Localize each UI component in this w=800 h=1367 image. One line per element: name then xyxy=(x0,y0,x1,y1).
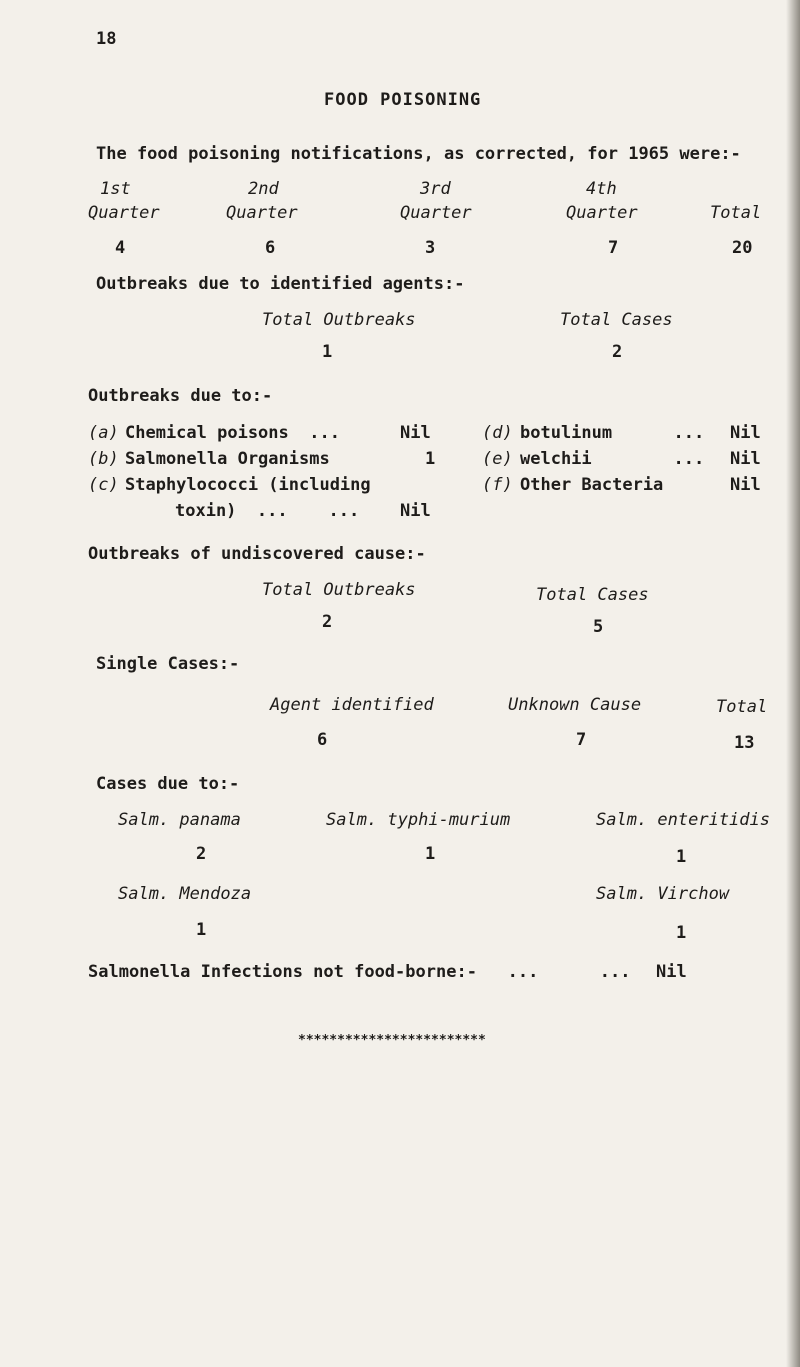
undiscovered-cases-value: 5 xyxy=(593,617,604,637)
single-agent-value: 6 xyxy=(317,730,328,750)
quarter-4-header-line2: Quarter xyxy=(566,203,638,223)
salm-enteritidis-label: Salm. enteritidis xyxy=(596,810,770,830)
cause-c-label: Staphylococci (including xyxy=(125,475,371,495)
salm-virchow-value: 1 xyxy=(676,923,687,943)
salm-typhi-murium-value: 1 xyxy=(425,844,436,864)
single-agent-label: Agent identified xyxy=(270,695,434,715)
cause-a-value: Nil xyxy=(400,423,431,443)
single-cases-heading: Single Cases:- xyxy=(96,654,240,674)
cause-f-value: Nil xyxy=(730,475,761,495)
identified-heading: Outbreaks due to identified agents:- xyxy=(96,274,465,294)
page-edge-shadow xyxy=(786,0,800,1367)
cause-a-label: Chemical poisons ... xyxy=(125,423,340,443)
cause-b-marker: (b) xyxy=(88,449,119,469)
single-unknown-value: 7 xyxy=(576,730,587,750)
page-title: FOOD POISONING xyxy=(324,90,482,110)
identified-cases-label: Total Cases xyxy=(560,310,673,330)
quarter-2-header-line2: Quarter xyxy=(226,203,298,223)
cause-f-marker: (f) xyxy=(482,475,513,495)
cause-c-label-continued: toxin) ... ... xyxy=(175,501,360,521)
salm-panama-value: 2 xyxy=(196,844,207,864)
quarter-2-header-line1: 2nd xyxy=(248,179,279,199)
undiscovered-heading: Outbreaks of undiscovered cause:- xyxy=(88,544,426,564)
identified-outbreaks-label: Total Outbreaks xyxy=(262,310,416,330)
cause-d-value: Nil xyxy=(730,423,761,443)
salm-virchow-label: Salm. Virchow xyxy=(596,884,730,904)
cause-f-label: Other Bacteria xyxy=(520,475,664,495)
quarter-3-header-line1: 3rd xyxy=(420,179,451,199)
page-number: 18 xyxy=(96,29,117,49)
cause-b-value: 1 xyxy=(425,449,436,469)
cause-d-label: botulinum ... xyxy=(520,423,705,443)
identified-outbreaks-value: 1 xyxy=(322,342,333,362)
footer-divider-stars: ************************ xyxy=(298,1033,486,1048)
cause-a-marker: (a) xyxy=(88,423,119,443)
undiscovered-outbreaks-label: Total Outbreaks xyxy=(262,580,416,600)
cause-e-value: Nil xyxy=(730,449,761,469)
cause-d-marker: (d) xyxy=(482,423,513,443)
cause-e-label: welchii ... xyxy=(520,449,705,469)
cases-due-heading: Cases due to:- xyxy=(96,774,240,794)
quarter-1-header-line1: 1st xyxy=(100,179,131,199)
undiscovered-outbreaks-value: 2 xyxy=(322,612,333,632)
cause-b-label: Salmonella Organisms xyxy=(125,449,330,469)
salm-panama-label: Salm. panama xyxy=(118,810,241,830)
single-total-label: Total xyxy=(716,697,768,717)
quarter-1-header-line2: Quarter xyxy=(88,203,160,223)
salm-mendoza-value: 1 xyxy=(196,920,207,940)
quarter-4-header-line1: 4th xyxy=(586,179,617,199)
quarter-3-value: 3 xyxy=(425,238,436,258)
salm-typhi-murium-label: Salm. typhi-murium xyxy=(326,810,511,830)
single-unknown-label: Unknown Cause xyxy=(508,695,642,715)
cause-c-marker: (c) xyxy=(88,475,119,495)
cause-e-marker: (e) xyxy=(482,449,513,469)
quarter-total-value: 20 xyxy=(732,238,753,258)
quarter-1-value: 4 xyxy=(115,238,126,258)
cause-c-value: Nil xyxy=(400,501,431,521)
quarter-4-value: 7 xyxy=(608,238,619,258)
salm-mendoza-label: Salm. Mendoza xyxy=(118,884,252,904)
single-total-value: 13 xyxy=(734,733,755,753)
salm-enteritidis-value: 1 xyxy=(676,847,687,867)
quarter-total-header: Total xyxy=(710,203,762,223)
quarter-2-value: 6 xyxy=(265,238,276,258)
salmonella-not-food-value: Nil xyxy=(656,962,687,982)
undiscovered-cases-label: Total Cases xyxy=(536,585,649,605)
identified-cases-value: 2 xyxy=(612,342,623,362)
salmonella-not-food-label: Salmonella Infections not food-borne:- ... ... xyxy=(88,962,631,982)
intro-text: The food poisoning notifications, as corrected, for 1965 were:- xyxy=(96,144,741,164)
outbreaks-due-heading: Outbreaks due to:- xyxy=(88,386,273,406)
quarter-3-header-line2: Quarter xyxy=(400,203,472,223)
